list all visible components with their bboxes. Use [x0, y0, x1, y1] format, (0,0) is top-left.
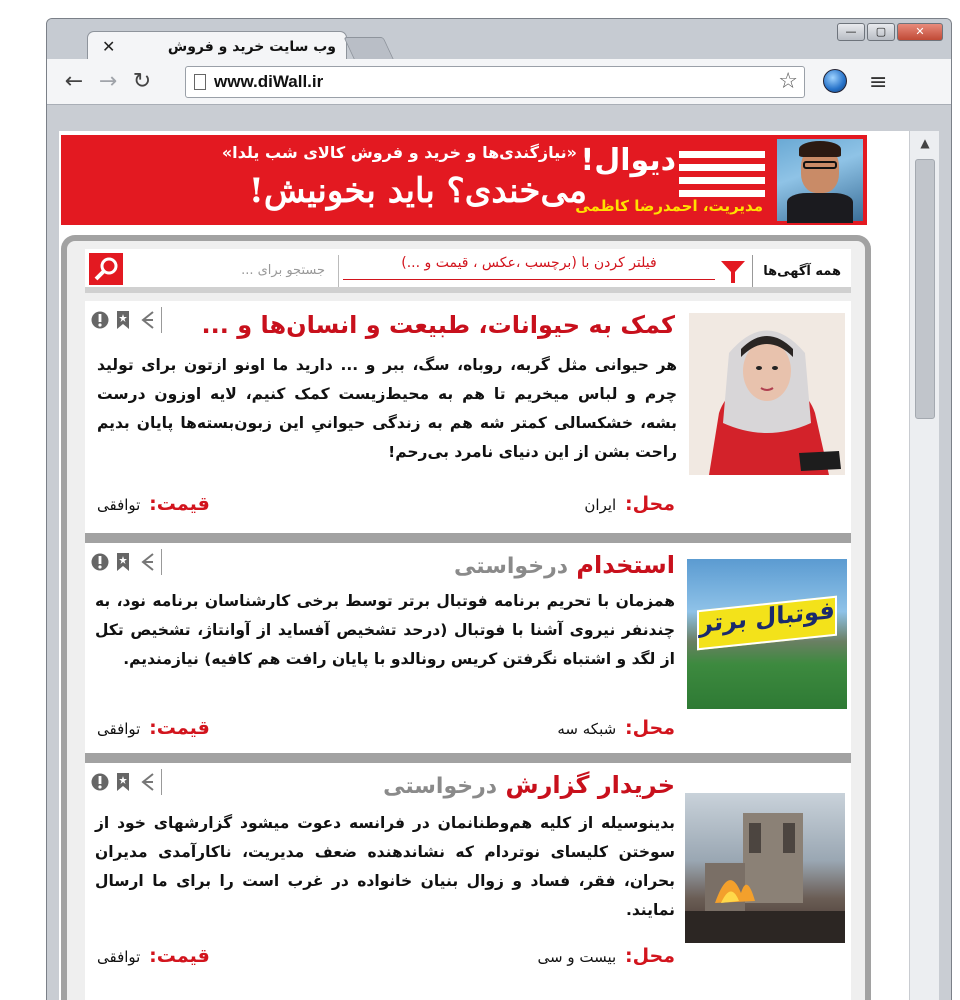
banner-tagline: «نیازگندی‌ها و خرید و فروش کالای شب یلدا»	[221, 143, 577, 162]
close-window-button[interactable]: ✕	[897, 23, 943, 41]
ad-title-suffix: درخواستی	[383, 774, 498, 799]
price-value: توافقی	[97, 948, 141, 966]
location-value: بیست و سی	[537, 948, 617, 966]
ad-tools	[91, 769, 162, 795]
search-icon	[89, 253, 123, 285]
manager-name: مدیریت، احمدرضا کاظمی	[575, 197, 763, 215]
ad-title-main: خریدار گزارش	[505, 771, 675, 799]
site-banner	[61, 135, 867, 225]
share-icon[interactable]	[137, 310, 155, 330]
brand-name: دیوال!	[580, 143, 676, 178]
title-bar	[47, 19, 951, 59]
ad-title-main: استخدام	[576, 551, 675, 579]
page-icon	[194, 74, 206, 90]
search-input[interactable]: جستجو برای ...	[241, 263, 325, 278]
reload-icon[interactable]: ↻	[132, 69, 152, 94]
bookmark-icon[interactable]	[115, 552, 131, 572]
bookmark-icon[interactable]	[115, 772, 131, 792]
location-value: شبکه سه	[557, 720, 617, 738]
browser-window	[46, 18, 952, 1000]
ads-panel	[61, 235, 871, 1000]
report-icon[interactable]	[91, 772, 109, 792]
vertical-scrollbar[interactable]	[909, 131, 939, 1000]
price-label: قیمت:	[149, 945, 210, 967]
ad-price	[97, 717, 210, 739]
location-label: محل:	[624, 945, 675, 967]
menu-icon[interactable]: ≡	[869, 70, 888, 95]
extension-globe-icon[interactable]	[823, 69, 847, 93]
minimize-button[interactable]: —	[837, 23, 865, 41]
ad-title[interactable]: کمک به حیوانات، طبیعت و انسان‌ها و ...	[201, 311, 675, 339]
price-label: قیمت:	[149, 493, 210, 515]
filter-input[interactable]: فیلتر کردن با (برچسب ،عکس ، قیمت و ...)	[343, 255, 715, 280]
ad-image-football	[687, 559, 847, 709]
ad-tools	[91, 307, 162, 333]
price-label: قیمت:	[149, 717, 210, 739]
page-viewport	[59, 131, 909, 1000]
price-value: توافقی	[97, 496, 141, 514]
address-bar[interactable]	[185, 66, 805, 98]
ad-title[interactable]	[275, 551, 675, 579]
scroll-up-arrow-icon[interactable]: ▲	[920, 136, 930, 150]
location-value: ایران	[584, 496, 617, 514]
brand-stripes-icon	[679, 151, 765, 197]
ad-image-woman	[689, 313, 845, 475]
ad-price	[97, 493, 210, 515]
ad-card[interactable]	[85, 301, 851, 533]
share-icon[interactable]	[137, 552, 155, 572]
filter-bar	[85, 249, 851, 293]
ad-tools	[91, 549, 162, 575]
location-label: محل:	[624, 717, 675, 739]
report-icon[interactable]	[91, 310, 109, 330]
bookmark-icon[interactable]	[115, 310, 131, 330]
bookmark-star-icon[interactable]: ☆	[778, 69, 798, 94]
image-caption: فوتبال برتر	[699, 595, 835, 639]
manager-photo	[777, 139, 863, 221]
ad-body: بدینوسیله از کلیه هم‌وطنانمان در فرانسه دعوت میشود گزارشهای خود از سوختن کلیسای نوتردام که نشاندهنده ضعف مدیریت، ناکارآمدی مدیران بحران، فقر، فساد و زوال بنیان خانواده در غرب است را برای ما ارسال نمایند.	[95, 814, 675, 919]
ad-body: همزمان با تحریم برنامه فوتبال برتر توسط برخی کارشناسان برنامه نود، به چندنفر نیروی آشنا با فوتبال (درحد تشخیص آفساید از آوانتاژ، تشخیص تکل از لگد و اشتباه نگرفتن کریس رونالدو با پایان رافت هم کافیه) نیازمندیم.	[95, 592, 675, 668]
ad-location	[557, 717, 675, 739]
ad-title-suffix: درخواستی	[454, 554, 569, 579]
price-value: توافقی	[97, 720, 141, 738]
browser-toolbar	[47, 59, 951, 105]
ad-title[interactable]	[275, 771, 675, 799]
scroll-thumb[interactable]	[915, 159, 935, 419]
banner-headline: می‌خندی؟ باید بخونیش!	[248, 171, 587, 211]
report-icon[interactable]	[91, 552, 109, 572]
ad-image-notre-dame	[685, 793, 845, 943]
location-label: محل:	[624, 493, 675, 515]
back-arrow-icon[interactable]: ←	[64, 69, 84, 94]
maximize-button[interactable]: ▢	[867, 23, 895, 41]
filter-funnel-icon[interactable]	[719, 259, 747, 285]
tab-close-icon[interactable]: ✕	[102, 37, 116, 56]
ad-location	[538, 945, 675, 967]
ad-body: هر حیوانی مثل گربه، روباه، سگ، ببر و ... دارید ما اونو ازتون برای تولید چرم و لباس میخریم تا هم به محیط‌زیست کمک کنیم، لایه اوزون درست بشه، خشکسالی کمتر شه هم به زندگی حیوانیِ این زبون‌بسته‌ها پایان بدیم راحت بشن از این دنیای نامرد بی‌رحم!	[97, 356, 677, 461]
ad-card[interactable]	[85, 543, 851, 753]
window-controls	[837, 23, 943, 41]
ad-card[interactable]	[85, 763, 851, 1000]
ad-price	[97, 945, 210, 967]
url-text: www.diWall.ir	[214, 72, 324, 91]
all-ads-link[interactable]: همه آگهی‌ها	[763, 264, 841, 279]
browser-tab[interactable]	[87, 31, 347, 61]
forward-arrow-icon[interactable]: →	[98, 69, 118, 94]
share-icon[interactable]	[137, 772, 155, 792]
search-button[interactable]	[89, 253, 123, 285]
ad-location	[584, 493, 675, 515]
tab-title: وب سایت خرید و فروش	[167, 38, 336, 55]
new-tab-button[interactable]	[343, 37, 394, 61]
